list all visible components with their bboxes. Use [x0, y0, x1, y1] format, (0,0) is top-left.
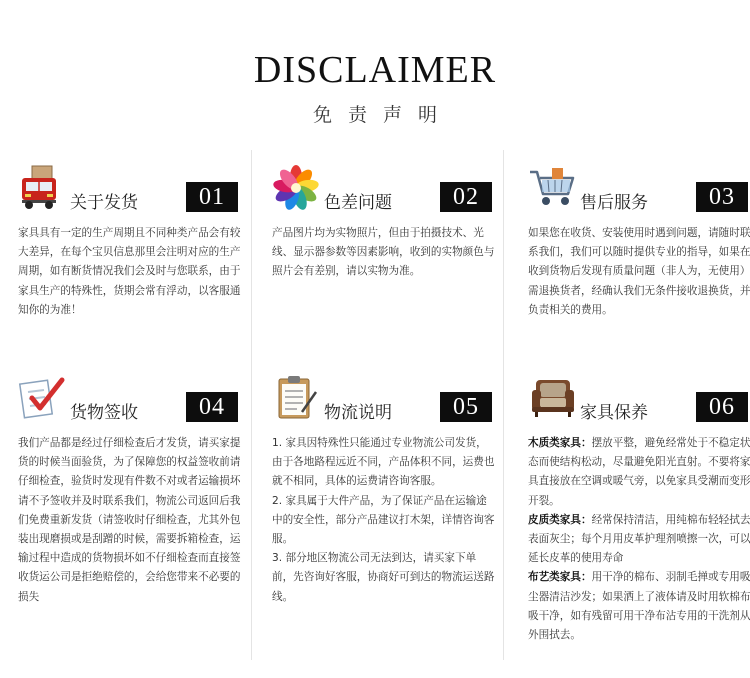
- section-paragraph: [528, 568, 750, 645]
- checklist-icon: [18, 374, 68, 420]
- paragraph-label: 布艺类家具：: [528, 571, 592, 584]
- paragraph-text: 用干净的棉布、羽制毛掸或专用吸尘器清洁沙发；如果洒上了液体请及时用软棉布吸干净，如有残留可用干净布沾专用的干洗剂从外围拭去。: [528, 571, 750, 642]
- section-body: [18, 224, 242, 320]
- page-subtitle: 免责声明: [312, 104, 453, 126]
- section-title: 家具保养: [580, 403, 648, 423]
- paragraph-text: 摆放平整，避免经常处于不稳定状态而使结构松动，尽量避免阳光直射。不要将家具直接放在空调或暖气旁，以免家具受潮而变形开裂。: [528, 437, 750, 507]
- section-delivery: [18, 160, 242, 320]
- section-body: [272, 224, 496, 282]
- delivery-truck-icon: [18, 164, 68, 210]
- section-paragraph: 我们产品都是经过仔细检查后才发货，请买家提货的时候当面验货，为了保障您的权益签收前请仔细检查，验货时发现有件数不对或者运输损坏请不予签收并及时联系我们，物流公司返回后我们免费重新发货（请签收时仔细检查，尤其外包装出现磨损或是刮蹭的时候，需要拆箱检查，运输过程中造成的货物损坏如不仔细检查而直接签收货运公司是拒绝赔偿的，会给您带来不必要的损失: [18, 437, 241, 603]
- section-number: 06: [696, 392, 748, 422]
- section-after-sales: [528, 160, 750, 320]
- section-number: 04: [186, 392, 238, 422]
- column-divider: [251, 150, 252, 660]
- section-body: [528, 434, 750, 645]
- section-maintenance: [528, 370, 750, 645]
- section-logistics: [272, 370, 496, 607]
- section-paragraph: 1. 家具因特殊性只能通过专业物流公司发货，由于各地路程远近不同，产品体积不同，运费也就不相同，具体的运费请咨询客服。: [272, 437, 495, 488]
- paragraph-label: 木质类家具：: [528, 437, 592, 449]
- page-title: DISCLAIMER: [253, 49, 497, 91]
- section-title: 色差问题: [324, 193, 392, 213]
- section-paragraph: 产品图片均为实物照片，但由于拍摄技术、光线、显示器参数等因素影响，收到的实物颜色与照片会有差别，请以实物为准。: [272, 227, 495, 278]
- section-receipt: [18, 370, 242, 607]
- section-paragraph: 2. 家具属于大件产品，为了保证产品在运输途中的安全性，部分产品建议打木架，详情咨询客服。: [272, 494, 495, 546]
- section-body: [528, 224, 750, 320]
- section-number: 05: [440, 392, 492, 422]
- section-paragraph: 3. 部分地区物流公司无法到达，请买家下单前，先咨询好客服，协商好可到达的物流运送路线。: [272, 552, 495, 603]
- section-title: 关于发货: [70, 193, 138, 213]
- section-paragraph: 家具具有一定的生产周期且不同种类产品会有较大差异，在每个宝贝信息那里会注明对应的生产周期，如有断货情况我们会及时与您联系，由于家具生产的特殊性，货期会常有浮动，以客服通知你的为准！: [18, 227, 241, 316]
- section-paragraph: [528, 434, 750, 511]
- section-paragraph: 如果您在收货、安装使用时遇到问题，请随时联系我们，我们可以随时提供专业的指导，如果在收到货物后发现有质量问题（非人为，无使用）需退换货者，经确认我们无条件接收退换货，并负责相关的费用。: [528, 227, 750, 316]
- paragraph-label: 皮质类家具：: [528, 513, 592, 526]
- section-number: 03: [696, 182, 748, 212]
- section-body: [18, 434, 242, 607]
- section-color-difference: [272, 160, 496, 282]
- color-wheel-icon: [272, 164, 322, 210]
- section-title: 售后服务: [580, 193, 648, 213]
- section-paragraph: [528, 511, 750, 569]
- clipboard-icon: [272, 374, 322, 420]
- section-title: 物流说明: [324, 403, 392, 423]
- shopping-cart-icon: [528, 164, 578, 210]
- column-divider: [503, 150, 504, 660]
- paragraph-text: 经常保持清洁，用纯棉布轻轻拭去表面灰尘；每个月用皮革护理剂喷擦一次，可以延长皮革的使用寿命: [528, 513, 750, 565]
- armchair-icon: [528, 374, 578, 420]
- section-title: 货物签收: [70, 403, 138, 423]
- section-body: [272, 434, 496, 607]
- section-number: 01: [186, 182, 238, 212]
- section-number: 02: [440, 182, 492, 212]
